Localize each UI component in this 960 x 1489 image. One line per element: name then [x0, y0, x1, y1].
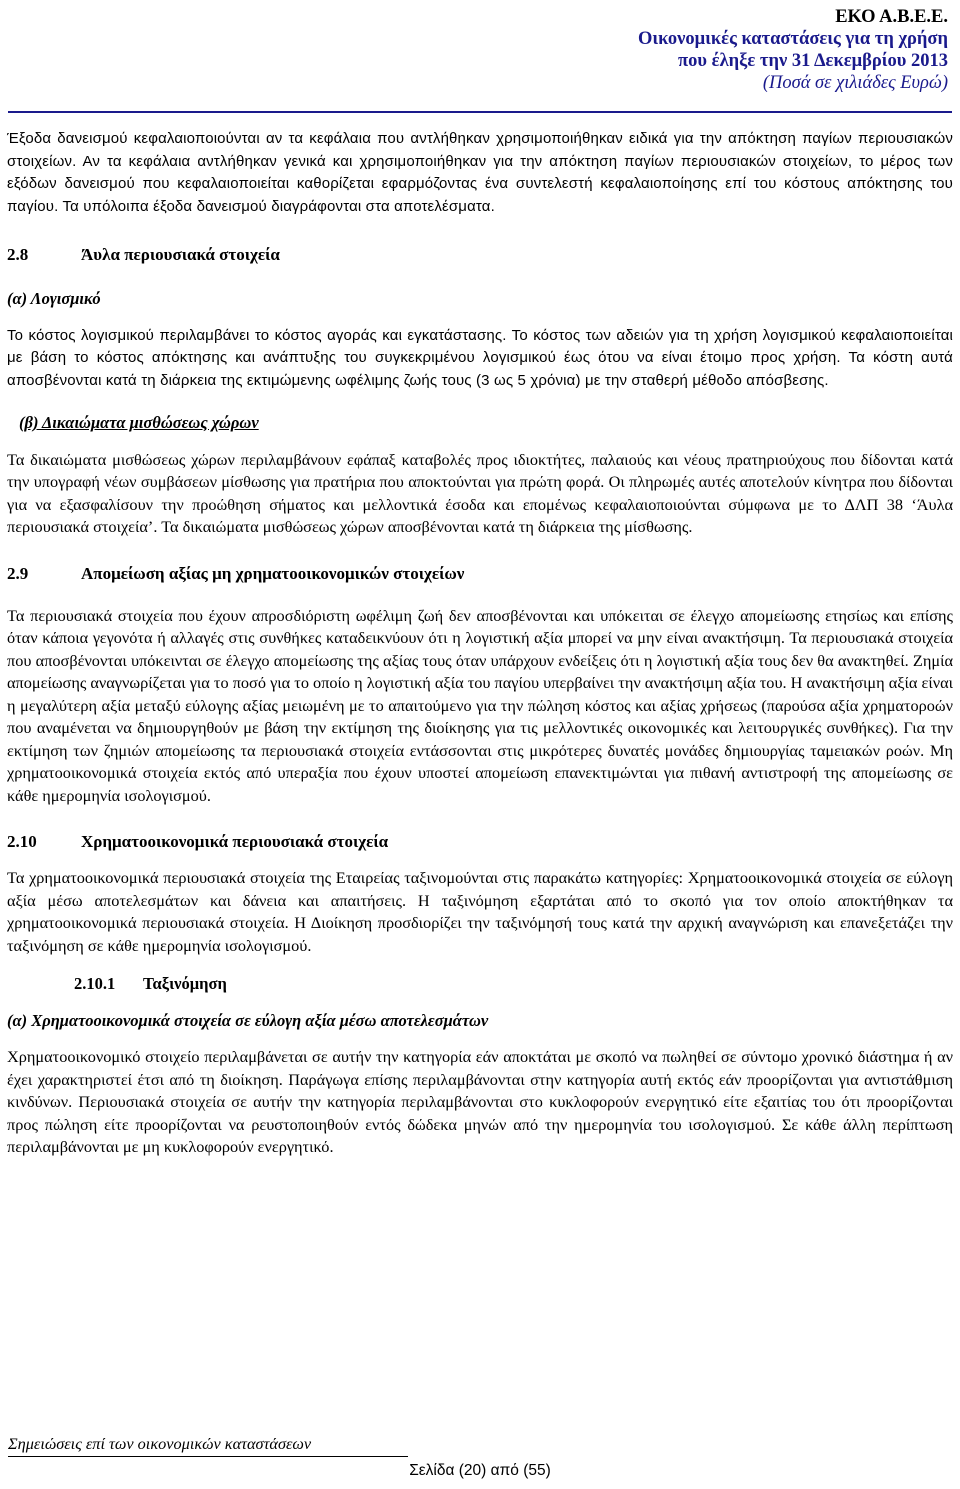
company-name: ΕΚΟ Α.Β.Ε.Ε.	[835, 7, 948, 27]
report-title-line2: που έληξε την 31 Δεκεμβρίου 2013	[678, 51, 948, 71]
section-title: Χρηματοοικονομικά περιουσιακά στοιχεία	[81, 832, 389, 851]
section-title: Απομείωση αξίας μη χρηματοοικονομικών στοιχείων	[81, 563, 465, 583]
borrowing-costs-paragraph: Έξοδα δανεισμού κεφαλαιοποιούνται αν τα κεφάλαια που αντλήθηκαν χρησιμοποιήθηκαν ειδικά για την απόκτηση παγίων περιουσιακών στοιχείων. Αν τα κεφάλαια αντλήθηκαν γενικά και χρησιμοποιήθηκαν για την απόκτηση παγίων περιουσιακών στοιχείων, το μέρος των εξόδων δανεισμού που κεφαλαιοποιείται καθορίζεται εφαρμόζοντας ένα συντελεστή κεφαλαιοποίησης επί του κόστους απόκτησης του παγίου. Τα υπόλοιπα έξοδα δανεισμού διαγράφονται στα αποτελέσματα.	[7, 130, 953, 215]
financial-assets-paragraph: Τα χρηματοοικονομικά περιουσιακά στοιχεία της Εταιρείας ταξινομούνται στις παρακάτω κατηγορίες: Χρηματοοικονομικά στοιχεία σε εύλογη αξία μέσω αποτελεσμάτων και δάνεια και απαιτήσεις. Η ταξινόμηση εξαρτάται από το σκοπό για τον οποίο αποκτήθηκαν τα χρηματοοικονομικά περιουσιακά στοιχεία. Η Διοίκηση προσδιορίζει την ταξινόμησή τους κατά την αρχική αναγνώριση και επανεξετάζει την ταξινόμηση σε κάθε ημερομηνία ισολογισμού.	[7, 868, 953, 955]
section-2-8-heading	[7, 244, 953, 266]
subsection-title: Ταξινόμηση	[143, 974, 227, 993]
header-divider	[8, 111, 952, 113]
section-number: 2.9	[7, 563, 29, 583]
lease-rights-paragraph: Τα δικαιώματα μισθώσεως χώρων περιλαμβάνουν εφάπαξ καταβολές προς ιδιοκτήτες, παλαιούς και νέους πρατηριούχους που δίδονται κατά την υπογραφή νέων συμβάσεων μίσθωσης για πρατήρια που αποκτούνται για πρώτη φορά. Οι πληρωμές αυτές αποτελούν κίνητρα που δίδονται για να εξασφαλίσουν την προώθηση σήματος και μελλοντικά έσοδα και επομένως κεφαλαιοποιούνται σύμφωνα με το ΔΛΠ 38 ‘Άυλα περιουσιακά στοιχεία’. Τα δικαιώματα μισθώσεως χώρων αποσβένονται κατά τη διάρκεια της μίσθωσης.	[7, 449, 953, 536]
fair-value-paragraph: Χρηματοοικονομικό στοιχείο περιλαμβάνεται σε αυτήν την κατηγορία εάν αποκτάται με σκοπό να πωληθεί σε σύντομο χρονικό διάστημα ή αν έχει χαρακτηριστεί έτσι από τη διοίκηση. Παράγωγα επίσης περιλαμβάνονται στην κατηγορία αυτή εκτός εάν προορίζονται για αντιστάθμιση κινδύνων. Περιουσιακά στοιχεία σε αυτήν την κατηγορία περιλαμβάνονται στο κυκλοφορούν ενεργητικό είτε εξαιτίας του ότι προορίζονται προς πώληση είτε προορίζονται να ρευστοποιηθούν εντός δώδεκα μηνών από την ημερομηνία του ισολογισμού. Σε κάθε άλλη περίπτωση περιλαμβάνονται με μη κυκλοφορούν ενεργητικό.	[7, 1047, 953, 1156]
subsection-number: 2.10.1	[74, 974, 116, 993]
section-number: 2.10	[7, 832, 37, 851]
section-number: 2.8	[7, 245, 29, 264]
footer-divider	[8, 1456, 408, 1457]
software-paragraph: Το κόστος λογισμικού περιλαμβάνει το κόστος αγοράς και εγκατάστασης. Το κόστος των αδειών για τη χρήση λογισμικού κεφαλαιοποιείται με βάση το κόστος απόκτησης και ανάπτυξης του συγκεκριμένου λογισμικού έως ότου να είναι έτοιμο προς χρήση. Τα κόστη αυτά αποσβένονται κατά τη διάρκεια της εκτιμώμενης ωφέλιμης ζωής τους (3 ως 5 χρόνια) με την σταθερή μέθοδο απόσβεσης.	[7, 326, 953, 389]
section-title: Άυλα περιουσιακά στοιχεία	[81, 245, 280, 264]
report-title-line1: Οικονομικές καταστάσεις για τη χρήση	[638, 29, 948, 49]
footer-notes-label: Σημειώσεις επί των οικονομικών καταστάσεων	[8, 1434, 312, 1453]
page-number: Σελίδα (20) από (55)	[409, 1462, 551, 1479]
subsection-2-10-1-heading	[7, 973, 953, 996]
section-2-10-heading	[7, 831, 953, 853]
document-body	[7, 128, 953, 1159]
impairment-paragraph: Τα περιουσιακά στοιχεία που έχουν απροσδιόριστη ωφέλιμη ζωή δεν αποσβένονται και υπόκειται σε έλεγχο απομείωσης ετησίως και επίσης όταν κάποια γεγονότα ή αλλαγές στις συνθήκες καταδεικνύουν ότι η λογιστική αξία μπορεί να μην είναι ανακτήσιμη. Τα περιουσιακά στοιχεία που αποσβένονται υπόκεινται σε έλεγχο απομείωσης της αξίας τους όταν υπάρχουν ενδείξεις ότι η λογιστική αξία τους δεν θα ανακτηθεί. Ζημία απομείωσης αναγνωρίζεται για το ποσό για το οποίο η λογιστική αξία του παγίου υπερβαίνει την ανακτήσιμη αξία του. Η ανακτήσιμη αξία είναι η μεγαλύτερη αξία μεταξύ εύλογης αξίας μειωμένη με το απαιτούμενο για την πώληση κόστος και αξίας χρήσεως (παρούσα αξία χρηματοροών που αναμένεται να δημιουργηθούν με βάση την εκτίμηση της διοίκησης για τις μελλοντικές οικονομικές και λειτουργικές συνθήκες). Για την εκτίμηση των ζημιών απομείωσης τα περιουσιακά στοιχεία εντάσσονται στις μικρότερες δυνατές μονάδες δημιουργίας ταμειακών ροών. Μη χρηματοοικονομικά στοιχεία εκτός από υπεραξία που έχουν υποστεί απομείωση επανεκτιμώνται για πιθανή αντιστροφή της απομείωσης σε κάθε ημερομηνία ισολογισμού.	[7, 605, 953, 805]
subheading-lease-rights: (β) Δικαιώματα μισθώσεως χώρων	[19, 413, 259, 432]
subheading-software: (α) Λογισμικό	[7, 289, 101, 308]
page-header	[638, 6, 948, 94]
units-note: (Ποσά σε χιλιάδες Ευρώ)	[762, 73, 948, 93]
subheading-fair-value: (α) Χρηματοοικονομικά στοιχεία σε εύλογη αξία μέσω αποτελεσμάτων	[7, 1010, 489, 1030]
section-2-9-heading	[7, 563, 953, 585]
